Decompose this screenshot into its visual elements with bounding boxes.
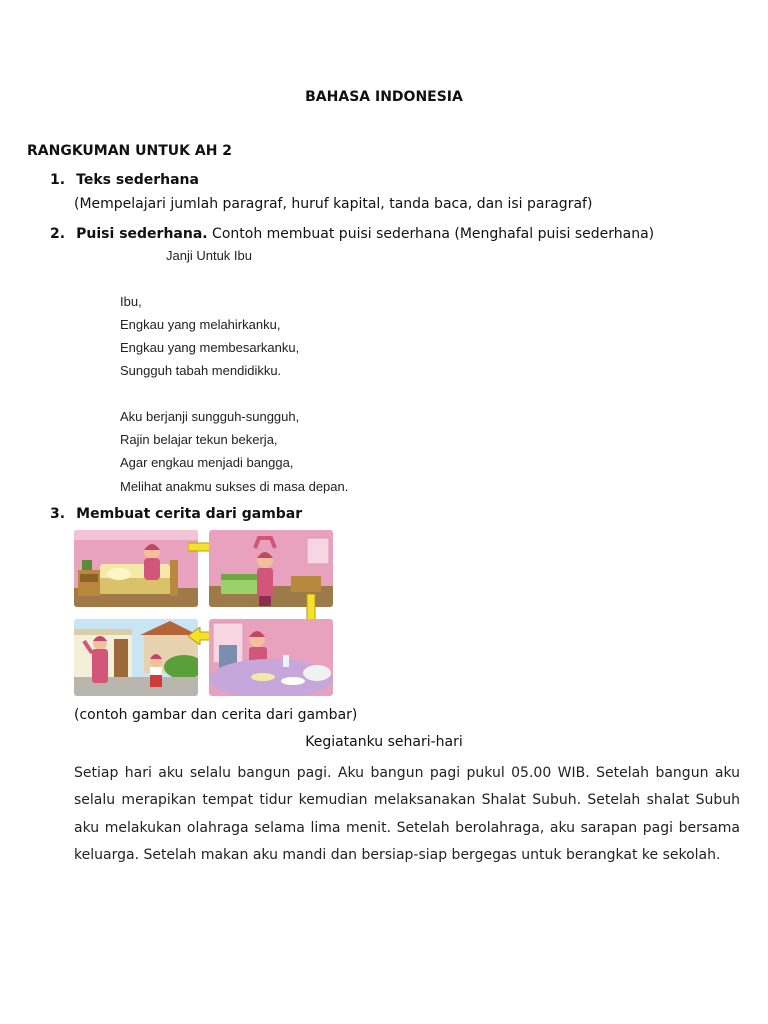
poem-line: Engkau yang membesarkanku, <box>120 340 300 355</box>
item-title-period: . <box>202 226 208 242</box>
poem-line: Melihat anakmu sukses di masa depan. <box>120 479 349 494</box>
list-item <box>50 223 654 242</box>
item-description: (Mempelajari jumlah paragraf, huruf kapital, tanda baca, dan isi paragraf) <box>74 196 593 212</box>
list-item <box>50 169 199 188</box>
leaving-for-school-illustration <box>74 619 198 696</box>
poem-line: Rajin belajar tekun bekerja, <box>120 432 278 447</box>
poem-line: Aku berjanji sungguh-sungguh, <box>120 409 300 424</box>
breakfast-illustration <box>209 619 333 696</box>
list-item <box>50 503 302 522</box>
page-title: BAHASA INDONESIA <box>305 89 463 105</box>
poem-line: Engkau yang melahirkanku, <box>120 317 281 332</box>
story-paragraph: Setiap hari aku selalu bangun pagi. Aku bangun pagi pukul 05.00 WIB. Setelah bangun aku selalu merapikan tempat tidur kemudian melaksanakan Shalat Subuh. Setelah shalat Subuh aku melakukan olahraga selama lima menit. Setelah berolahraga, aku sarapan pagi bersama keluarga. Setelah makan aku mandi dan bersiap-siap bergegas untuk berangkat ke sekolah. <box>74 765 740 863</box>
section-heading: RANGKUMAN UNTUK AH 2 <box>27 143 233 159</box>
poem-title: Janji Untuk Ibu <box>166 248 252 263</box>
item-title: Teks sederhana <box>76 172 199 188</box>
item-number: 1. <box>50 172 66 188</box>
item-number: 2. <box>50 226 66 242</box>
item-title: Membuat cerita dari gambar <box>76 506 303 522</box>
poem-line: Agar engkau menjadi bangga, <box>120 455 294 470</box>
story-title: Kegiatanku sehari-hari <box>305 734 463 750</box>
item-number: 3. <box>50 506 66 522</box>
item-description: Contoh membuat puisi sederhana (Menghafal puisi sederhana) <box>207 226 655 242</box>
poem-line: Sungguh tabah mendidikku. <box>120 363 282 378</box>
image-caption: (contoh gambar dan cerita dari gambar) <box>74 707 358 723</box>
poem-line: Ibu, <box>120 294 142 309</box>
item-title: Puisi sederhana <box>76 226 203 242</box>
making-bed-illustration <box>74 530 198 607</box>
